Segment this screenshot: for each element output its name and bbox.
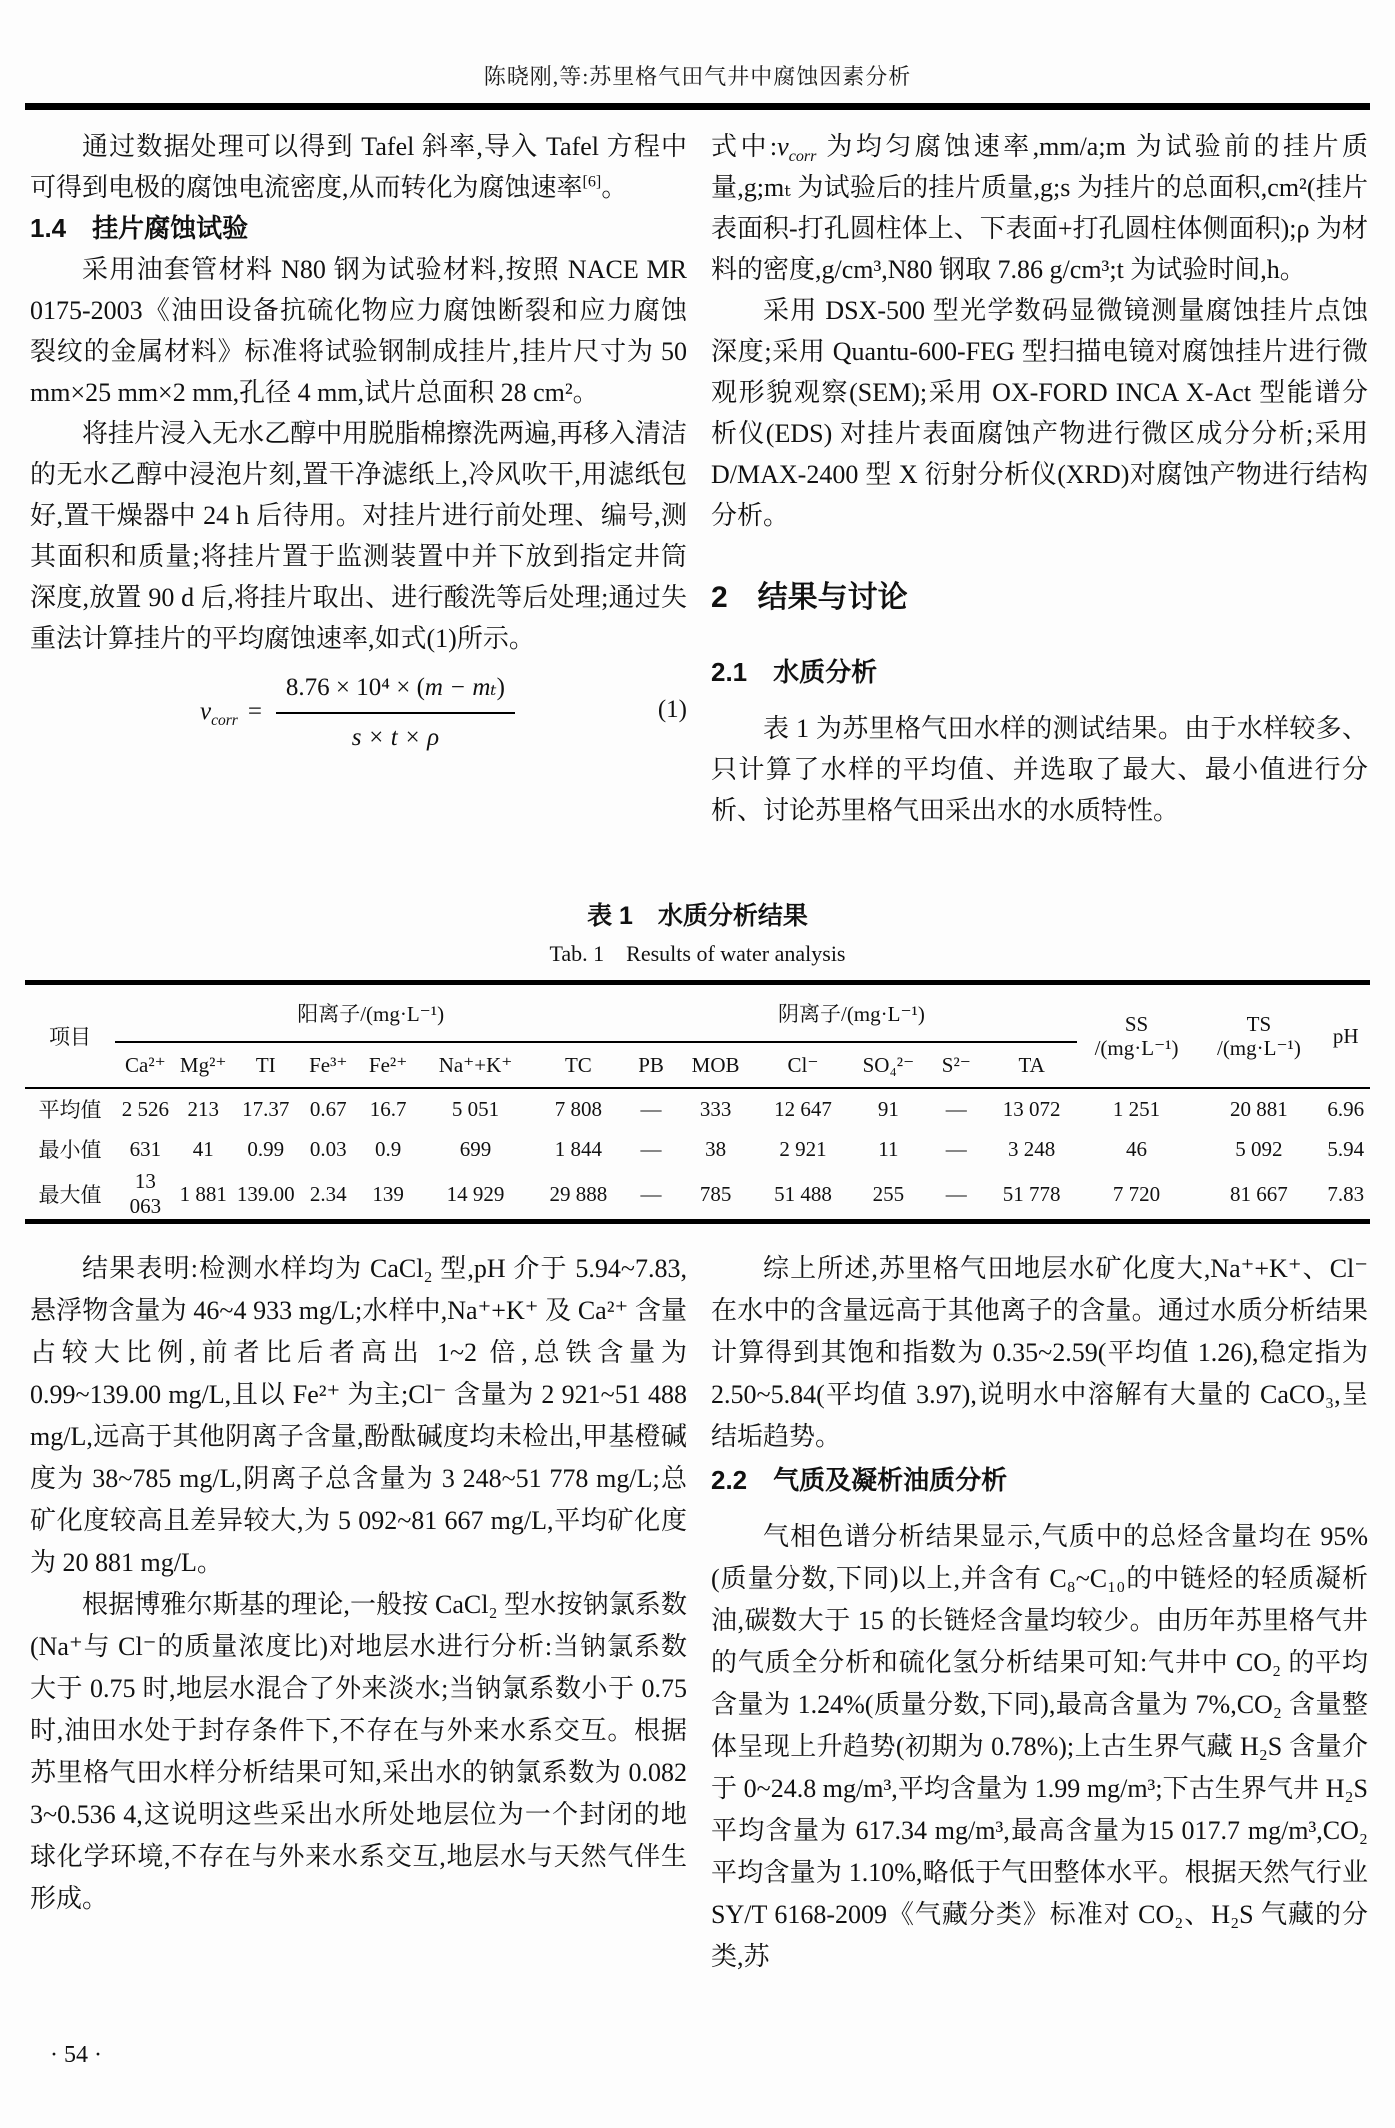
table-row-average — [25, 1088, 1370, 1129]
table-cell: 11 — [878, 1136, 899, 1161]
col-header-ph: pH — [1332, 1023, 1359, 1048]
table-cell: 38 — [705, 1136, 727, 1161]
para-coupon-material: 采用油套管材料 N80 钢为试验材料,按照 NACE MR 0175-2003《油田设备抗硫化物应力腐蚀断裂和应力腐蚀裂纹的金属材料》标准将试验钢制成挂片,挂片尺寸为 50 mm×25 mm×2 mm,孔径 4 mm,试片总面积 28 cm²。 — [30, 255, 687, 407]
table-cell: 5.94 — [1327, 1136, 1365, 1161]
table-cell: 0.9 — [374, 1136, 402, 1161]
ts-label: TS — [1246, 1012, 1272, 1036]
table-cell: 1 881 — [179, 1181, 227, 1206]
group-header-cations: 阳离子/(mg·L⁻¹) — [115, 983, 626, 1043]
group-header-anions: 阴离子/(mg·L⁻¹) — [626, 983, 1077, 1043]
para-tafel-text: 通过数据处理可以得到 Tafel 斜率,导入 Tafel 方程中可得到电极的腐蚀电流密度,从而转化为腐蚀速率 — [30, 132, 687, 202]
table-cell: 139.00 — [236, 1181, 295, 1206]
legend-body: 为均匀腐蚀速率,mm/a;m 为试验前的挂片质量,g;mₜ 为试验后的挂片质量,g;s 为挂片的总面积,cm²(挂片表面积-打孔圆柱体上、下表面+打孔圆柱体侧面积);ρ 为材料的密度,g/cm³,N80 钢取 7.86 g/cm³;t 为试验时间,h。 — [711, 132, 1368, 284]
table-cell: 2 526 — [121, 1096, 169, 1121]
para-gas-analysis: 气相色谱分析结果显示,气质中的总烃含量均在 95%(质量分数,下同)以上,并含有 C₈~C₁₀的中链烃的轻质凝析油,碳数大于 15 的长链烃含量均较少。由历年苏里格气井的气质全分析和硫化氢分析结果可知:气井中 CO₂ 的平均含量为 1.24%(质量分数,下同),最高含量为 7%,CO₂ 含量整体呈现上升趋势(初期为 0.78%);上古生界气藏 H₂S 含量介于 0~24.8 mg/m³,平均含量为 1.99 mg/m³;下古生界气井 H₂S 平均含量为 617.34 mg/m³,最高含量为15 017.7 mg/m³,CO₂ 平均含量为 1.10%,略低于气田整体水平。根据天然气行业 SY/T 6168-2009《气藏分类》标准对 CO₂、H₂S 气藏的分类,苏 — [711, 1522, 1368, 1971]
para-tafel — [30, 126, 687, 208]
table-cell: 17.37 — [242, 1096, 290, 1121]
table-title-en: Tab. 1 Results of water analysis — [549, 941, 846, 966]
col-header-fe2: Fe²⁺ — [368, 1052, 408, 1077]
bottom-right-column — [711, 1248, 1368, 1978]
page-number: · 54 · — [50, 2042, 102, 2068]
col-header-ti: TI — [255, 1052, 276, 1077]
table-cell: 631 — [129, 1136, 162, 1161]
table-cell: 13 063 — [129, 1169, 162, 1218]
formula-denominator: s × t × ρ — [351, 724, 440, 751]
bottom-left-column — [30, 1248, 687, 1978]
ss-label: SS — [1124, 1012, 1149, 1036]
table-cell: 29 888 — [549, 1181, 608, 1206]
table-cell: 1 251 — [1112, 1096, 1161, 1121]
table-cell: 0.67 — [309, 1096, 347, 1121]
table-cell: 2.34 — [309, 1181, 347, 1206]
equation-number: (1) — [657, 696, 687, 723]
heading-2-1: 2.1 水质分析 — [711, 657, 878, 687]
table-cell: 81 667 — [1230, 1181, 1288, 1206]
table-cell: 1 844 — [554, 1136, 603, 1161]
heading-2: 2 结果与讨论 — [711, 581, 908, 614]
table-cell: — — [640, 1136, 662, 1161]
table-cell: 16.7 — [369, 1096, 407, 1121]
table-cell: 785 — [699, 1181, 732, 1206]
col-header-ca: Ca²⁺ — [125, 1052, 166, 1077]
table-cell: 699 — [459, 1136, 492, 1161]
para-instruments: 采用 DSX-500 型光学数码显微镜测量腐蚀挂片点蚀深度;采用 Quantu-600-FEG 型扫描电镜对腐蚀挂片进行微观形貌观察(SEM);采用 OX-FORD INCA X-Act 型能谱分析仪(EDS) 对挂片表面腐蚀产物进行微区成分分析;采用 D/MAX-2400 型 X 衍射分析仪(XRD)对腐蚀产物进行结构分析。 — [711, 296, 1368, 530]
col-header-ta: TA — [1018, 1052, 1045, 1077]
table-cell: 20 881 — [1230, 1096, 1288, 1121]
para-coupon-procedure: 将挂片浸入无水乙醇中用脱脂棉擦洗两遍,再移入清洁的无水乙醇中浸泡片刻,置干净滤纸上,冷风吹干,用滤纸包好,置干燥器中 24 h 后待用。对挂片进行前处理、编号,测其面积和质量;将挂片置于监测装置中并下放到指定井筒深度,放置 90 d 后,将挂片取出、进行酸洗等后处理;通过失重法计算挂片的平均腐蚀速率,如式(1)所示。 — [30, 419, 687, 653]
row-label: 最大值 — [38, 1183, 102, 1207]
ts-unit: /(mg·L⁻¹) — [1216, 1036, 1301, 1060]
table-cell: — — [945, 1181, 967, 1206]
top-left-column — [30, 126, 687, 831]
table-cell: 91 — [877, 1096, 899, 1121]
col-header-pb: PB — [638, 1052, 664, 1077]
table-cell: 51 778 — [1002, 1181, 1061, 1206]
row-label: 平均值 — [38, 1098, 102, 1122]
table-cell: 12 647 — [774, 1096, 832, 1121]
para-tafel-end: 。 — [601, 173, 628, 202]
para-table1-intro: 表 1 为苏里格气田水样的测试结果。由于水样较多、只计算了水样的平均值、并选取了最大、最小值进行分析、讨论苏里格气田采出水的水质特性。 — [711, 714, 1368, 825]
table-cell: 3 248 — [1007, 1136, 1056, 1161]
table-title-cn: 表 1 水质分析结果 — [587, 902, 808, 930]
legend-lead: 式中: — [711, 132, 778, 161]
table-cell: — — [640, 1096, 662, 1121]
legend-variable-subscript: corr — [788, 148, 817, 166]
top-section — [30, 126, 1368, 831]
para-summary-mineralization: 综上所述,苏里格气田地层水矿化度大,Na⁺+K⁺、Cl⁻在水中的含量远高于其他离子的含量。通过水质分析结果计算得到其饱和指数为 0.35~2.59(平均值 1.26),稳定指为 2.50~5.84(平均值 3.97),说明水中溶解有大量的 CaCO₃,呈结垢趋势。 — [711, 1254, 1368, 1451]
col-header-item: 项目 — [49, 1025, 92, 1049]
header-rule — [25, 103, 1370, 110]
col-header-fe3: Fe³⁺ — [309, 1052, 348, 1077]
running-header: 陈晓刚,等:苏里格气田气井中腐蚀因素分析 — [483, 64, 912, 89]
table-cell: 255 — [872, 1181, 905, 1206]
col-header-cl: Cl⁻ — [787, 1052, 819, 1077]
formula-variable: v — [200, 698, 212, 725]
row-label: 最小值 — [38, 1138, 102, 1162]
table-cell: 5 092 — [1235, 1136, 1283, 1161]
table-section — [25, 900, 1370, 1224]
table-cell: 7.83 — [1327, 1181, 1365, 1206]
table-cell: 333 — [699, 1096, 732, 1121]
table-cell: 6.96 — [1327, 1096, 1365, 1121]
heading-1-4: 1.4 挂片腐蚀试验 — [30, 213, 249, 243]
table-cell: 13 072 — [1002, 1096, 1061, 1121]
para-na-cl-coefficient: 根据博雅尔斯基的理论,一般按 CaCl₂ 型水按钠氯系数(Na⁺与 Cl⁻的质量浓度比)对地层水进行分析:当钠氯系数大于 0.75 时,地层水混合了外来淡水;当钠氯系数小于 0.75 时,油田水处于封存条件下,不存在与外来水系交互。根据苏里格气田水样分析结果可知,采出水的钠氯系数为 0.082 3~0.536 4,这说明这些采出水所处地层位为一个封闭的地球化学环境,不存在与外来水系交互,地层水与天然气伴生形成。 — [30, 1590, 687, 1913]
col-header-so4: SO₄²⁻ — [862, 1052, 915, 1077]
col-header-mg: Mg²⁺ — [179, 1052, 227, 1077]
col-header-tc: TC — [564, 1052, 592, 1077]
col-header-mob: MOB — [691, 1052, 740, 1077]
formula-fraction — [276, 665, 515, 758]
heading-2-2: 2.2 气质及凝析油质分析 — [711, 1465, 1008, 1495]
bottom-section — [30, 1248, 1368, 1978]
formula-lhs — [200, 691, 238, 732]
corrosion-rate-formula — [30, 665, 687, 751]
table-row-minimum — [25, 1129, 1370, 1169]
table-cell: 139 — [372, 1181, 404, 1206]
table-cell: 213 — [187, 1096, 219, 1121]
numerator-variables: m − mₜ — [424, 674, 497, 701]
citation-ref: [6] — [582, 173, 602, 191]
formula-variable-subscript: corr — [211, 712, 238, 729]
table-row-maximum — [25, 1169, 1370, 1222]
table-cell: 7 808 — [554, 1096, 603, 1121]
numerator-close: ) — [496, 674, 505, 701]
table-cell: — — [640, 1181, 662, 1206]
table-cell: 5 051 — [451, 1096, 500, 1121]
ss-unit: /(mg·L⁻¹) — [1094, 1036, 1179, 1060]
top-right-column — [711, 126, 1368, 831]
table-cell: — — [945, 1136, 967, 1161]
formula-body — [200, 665, 515, 758]
col-header-ts — [1196, 983, 1321, 1089]
formula-numerator — [276, 665, 515, 714]
col-header-ss — [1077, 983, 1197, 1089]
table-cell: 41 — [192, 1136, 214, 1161]
table-cell: 0.99 — [247, 1136, 285, 1161]
table-cell: 14 929 — [446, 1181, 505, 1206]
equals-sign: = — [247, 698, 262, 725]
para-formula-legend — [711, 126, 1368, 290]
numerator-coefficient: 8.76 × 10⁴ × ( — [285, 674, 425, 701]
table-cell: — — [945, 1096, 967, 1121]
table-cell: 0.03 — [309, 1136, 347, 1161]
legend-variable: v — [777, 132, 789, 161]
water-analysis-table — [25, 980, 1370, 1224]
table-cell: 2 921 — [779, 1136, 827, 1161]
para-water-results: 结果表明:检测水样均为 CaCl₂ 型,pH 介于 5.94~7.83,悬浮物含量为 46~4 933 mg/L;水样中,Na⁺+K⁺ 及 Ca²⁺ 含量占较大比例,前者比后者高出 1~2 倍,总铁含量为 0.99~139.00 mg/L,且以 Fe²⁺ 为主;Cl⁻ 含量为 2 921~51 488 mg/L,远高于其他阴离子含量,酚酞碱度均未检出,甲基橙碱度为 38~785 mg/L,阴离子总含量为 3 248~51 778 mg/L;总矿化度较高且差异较大,为 5 092~81 667 mg/L,平均矿化度为 20 881 mg/L。 — [30, 1254, 687, 1577]
table-cell: 51 488 — [774, 1181, 832, 1206]
col-header-s2: S²⁻ — [941, 1052, 971, 1077]
col-header-nak: Na⁺+K⁺ — [438, 1052, 513, 1077]
table-cell: 46 — [1126, 1136, 1148, 1161]
table-cell: 7 720 — [1112, 1181, 1161, 1206]
